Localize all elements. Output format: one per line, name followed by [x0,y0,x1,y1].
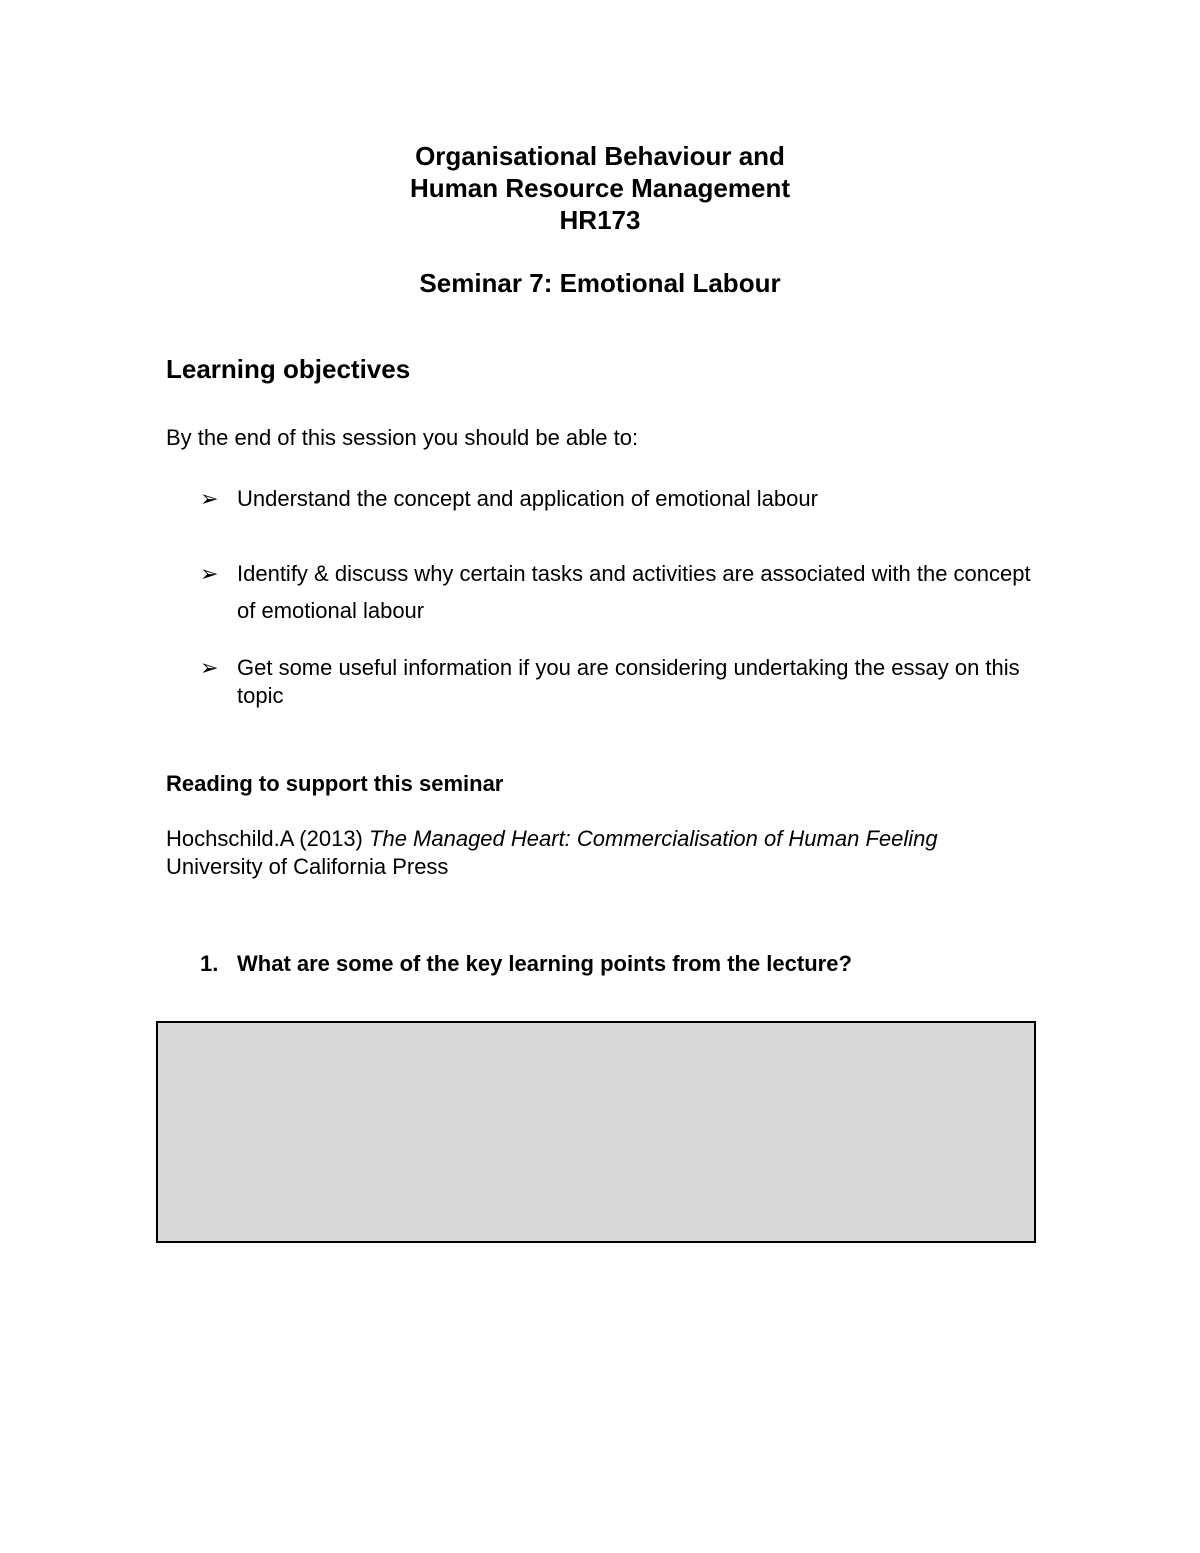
objective-text: Understand the concept and application of emotional labour [237,486,818,511]
course-title-line-2: Human Resource Management [410,173,790,203]
answer-text-box[interactable] [156,1021,1036,1243]
course-title-line-1: Organisational Behaviour and [415,141,785,171]
arrow-bullet-icon: ➢ [200,561,219,586]
objective-text: Get some useful information if you are considering undertaking the essay on this topic [237,655,1020,708]
reading-reference [166,825,1066,881]
seminar-title: Seminar 7: Emotional Labour [419,268,781,298]
arrow-bullet-icon: ➢ [200,655,219,680]
question-1 [200,950,852,978]
reference-title: The Managed Heart: Commercialisation of Human Feeling [369,826,938,851]
question-text: What are some of the key learning points from the lecture? [237,951,852,976]
objective-text: Identify & discuss why certain tasks and activities are associated with the concept of emotional labour [237,561,1031,623]
reading-heading: Reading to support this seminar [166,771,504,796]
reference-author-year: Hochschild.A (2013) [166,826,363,851]
question-number: 1. [200,951,219,976]
objectives-intro: By the end of this session you should be able to: [166,425,639,450]
course-code: HR173 [559,205,641,235]
reference-publisher: University of California Press [166,854,449,879]
course-title [0,140,1200,236]
arrow-bullet-icon: ➢ [200,486,219,511]
learning-objectives-heading: Learning objectives [166,354,411,384]
